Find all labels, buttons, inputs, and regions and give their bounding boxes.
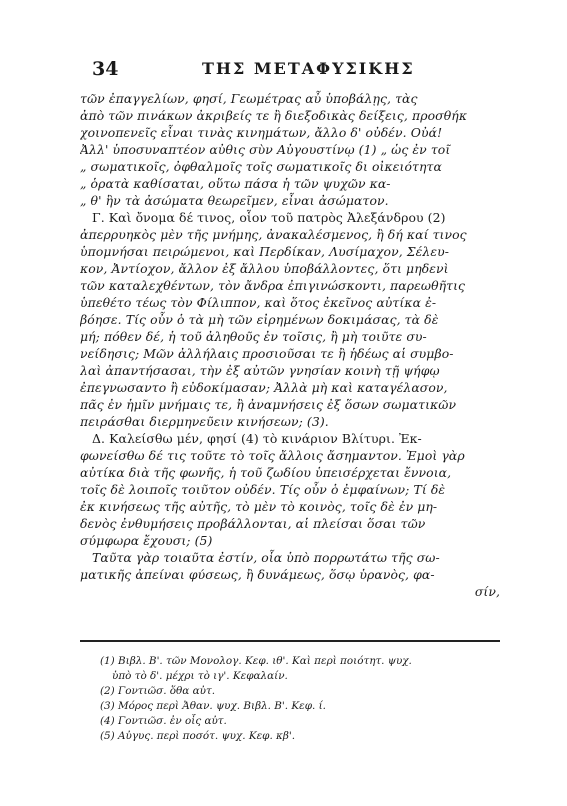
text-line: Ταῦτα γὰρ τοιαῦτα ἐστίν, οἷα ὑπὸ πορρωτάτω τῆς σω-: [92, 550, 440, 565]
text-line: „ ὁρατὰ καθίσαται, οὕτω πάσα ἡ τῶν ψυχῶν κα-: [80, 176, 391, 191]
text-line: πᾶς ἐν ἡμῖν μνήμαις τε, ἢ ἀναμνήσεις ἐξ ὅσων σωματικῶν: [80, 397, 457, 412]
footnote-1: (1) Βιβλ. Β'. τῶν Μονολογ. Κεφ. ιθ'. Καὶ περὶ ποιότητ. ψυχ.: [100, 655, 412, 667]
text-line: νείδησις; Μῶν ἀλλήλαις προσιοῦσαι τε ἢ ἡδέως αἱ συμβο-: [80, 346, 454, 361]
text-line: σύμφωρα ἔχουσι; (5): [80, 533, 213, 548]
text-line: „ σωματικοῖς, ὀφθαλμοῖς τοῖς σωματικοῖς δι οἰκειότητα: [80, 159, 442, 174]
text-line: ἐπεγνωσαντο ἢ εὐδοκίμασαν; Ἀλλὰ μὴ καὶ καταγέλασον,: [80, 380, 448, 395]
text-line: ἐκ κινήσεως τῆς αὐτῆς, τὸ μὲν τὸ κοινὸς, τοῖς δὲ ἐν μη-: [80, 499, 438, 514]
text-line: ἀπὸ τῶν πινάκων ἀκριβείς τε ἢ διεξοδικὰς δείξεις, προσθήκ: [80, 108, 468, 123]
footnote-2: (2) Γοντιῶσ. ὅθα αὐτ.: [100, 685, 216, 697]
footnote-3: (3) Μόρος περὶ Ἀθαν. ψυχ. Βιβλ. Β'. Κεφ. ί.: [100, 700, 326, 712]
text-line: Ἀλλ' ὑποσυναπτέον αὐθις σὺν Αὐγουστίνῳ (1) „ ὡς ἐν τοῖ: [80, 142, 451, 157]
catchword: σίν,: [474, 584, 500, 599]
footnote-rule: [80, 640, 500, 642]
main-text: [80, 90, 500, 600]
text-line: πειράσθαι διερμηνεῦειν κινήσεων; (3).: [80, 414, 329, 429]
text-line: τῶν καταλεχθέντων, τὸν ἄνδρα ἐπιγινώσκοντι, παρεωθῆτις: [80, 278, 466, 293]
page-number: 34: [92, 58, 119, 80]
text-line: λαὶ ἀπαντήσασαι, τὴν ἐξ αὐτῶν γνησίαν κοινὴ τῇ ψήφῳ: [80, 363, 440, 378]
text-line: κον, Ἀντίοχον, ἄλλον ἐξ ἄλλου ὑποβάλλοντες, ὅτι μηδενὶ: [80, 261, 449, 276]
footnote-4: (4) Γοντιῶσ. ἐν οἷς αὐτ.: [100, 715, 227, 727]
running-head: ΤΗΣ ΜΕΤΑΦΥΣΙΚΗΣ: [202, 59, 415, 78]
text-line: χοινοπενεῖς εἶναι τινὰς κινημάτων, ἄλλο δ' οὐδέν. Οὐά!: [80, 125, 443, 140]
footnote-1-continued: ὑπὸ τὸ δ'. μέχρι τὸ ιγ'. Κεφαλαίν.: [112, 670, 288, 682]
text-line: τῶν ἐπαγγελίων, φησί, Γεωμέτρας αὖ ὑποβάλῃς, τὰς: [80, 91, 418, 106]
paragraph-delta-start: Δ. Καλείσθω μέν, φησί (4) τὸ κινάριον Βλίτυρι. Ἐκ-: [92, 431, 422, 446]
text-line: ὑπομνήσαι πειρώμενοι, καὶ Περδίκαν, Λυσίμαχον, Σέλευ-: [80, 244, 450, 259]
paragraph-gamma-start: Γ. Καὶ ὄνομα δέ τινος, οἷον τοῦ πατρὸς Ἀλεξάνδρου (2): [92, 210, 446, 225]
footnotes: [100, 654, 500, 744]
footnote-5: (5) Αὐγυς. περὶ ποσότ. ψυχ. Κεφ. κβ'.: [100, 730, 296, 742]
text-line: ὑπεθέτο τέως τὸν Φίλιππον, καὶ ὅτος ἐκεῖνος αὐτίκα ἐ-: [80, 295, 437, 310]
text-line: τοῖς δὲ λοιποῖς τοιῦτον οὐδέν. Τίς οὖν ὁ ἐμφαίνων; Τί δὲ: [80, 482, 446, 497]
text-line: ἀπερρυηκὸς μὲν τῆς μνήμης, ἀνακαλέσμενος, ἢ δή καί τινος: [80, 227, 467, 242]
text-line: βόησε. Τίς οὖν ὁ τὰ μὴ τῶν εἰρημένων δοκιμάσας, τὰ δὲ: [80, 312, 439, 327]
text-line: „ θ' ἣν τὰ ἀσώματα θεωρεῖμεν, εἶναι ἀσώματον.: [80, 193, 389, 208]
text-line: φωνείσθω δέ τις τοῦτε τὸ τοῖς ἄλλοις ἄσημαντον. Ἐμοὶ γὰρ: [80, 448, 465, 463]
text-line: μή; πόθεν δέ, ἡ τοῦ ἀληθοῦς ἐν τοῖσις, ἢ μὴ τοιῦτε συ-: [80, 329, 427, 344]
text-line: αὐτίκα διὰ τῆς φωνῆς, ἡ τοῦ ζωδίου ὑπεισέρχεται ἔννοια,: [80, 465, 452, 480]
text-line: ματικῆς ἀπείναι φύσεως, ἢ δυνάμεως, ὅσῳ ὑρανὸς, φα-: [80, 567, 435, 582]
text-line: δενὸς ἐνθυμήσεις προβάλλονται, αἱ πλείσαι ὅσαι τῶν: [80, 516, 426, 531]
page-header: [92, 58, 502, 84]
